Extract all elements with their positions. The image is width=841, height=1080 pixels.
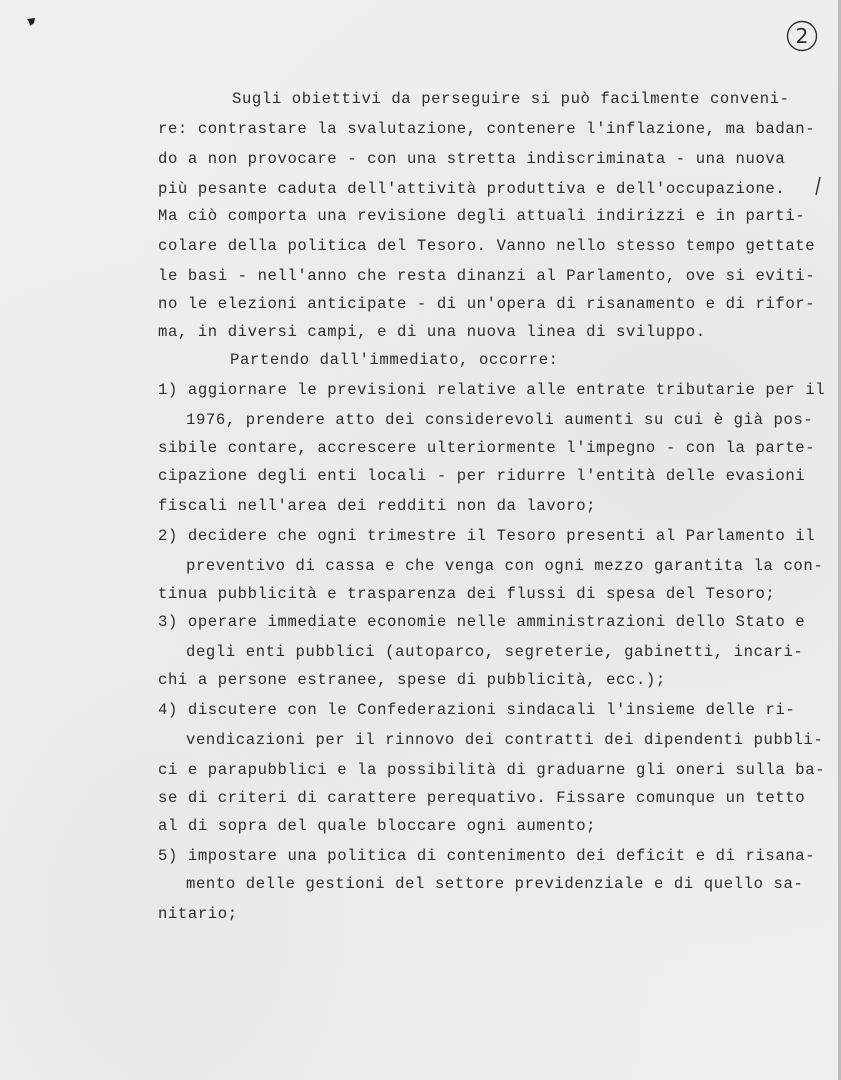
page-number-text: 2	[795, 24, 809, 48]
text-line: 1976, prendere atto dei considerevoli aumenti su cui è già pos-	[186, 411, 814, 429]
text-line: sibile contare, accrescere ulteriormente l'impegno - con la parte-	[158, 439, 816, 457]
text-line: 5) impostare una politica di contenimento dei deficit e di risana-	[158, 847, 816, 865]
text-line: Partendo dall'immediato, occorre:	[230, 351, 559, 369]
text-line: no le elezioni anticipate - di un'opera di risanamento e di rifor-	[158, 295, 816, 313]
text-line: Sugli obiettivi da perseguire si può facilmente conveni-	[232, 90, 790, 108]
text-line: ma, in diversi campi, e di una nuova linea di sviluppo.	[158, 323, 706, 341]
text-line: Ma ciò comporta una revisione degli attuali indirizzi e in parti-	[158, 207, 806, 225]
text-line: mento delle gestioni del settore previdenziale e di quello sa-	[186, 875, 804, 893]
text-line: tinua pubblicità e trasparenza dei flussi di spesa del Tesoro;	[158, 585, 776, 603]
text-line: 4) discutere con le Confederazioni sindacali l'insieme delle ri-	[158, 701, 796, 719]
text-line: degli enti pubblici (autoparco, segreterie, gabinetti, incari-	[186, 643, 804, 661]
text-line: nitario;	[158, 905, 238, 923]
text-line: ci e parapubblici e la possibilità di graduarne gli oneri sulla ba-	[158, 761, 826, 779]
text-line: cipazione degli enti locali - per ridurre l'entità delle evasioni	[158, 467, 806, 485]
text-line: preventivo di cassa e che venga con ogni mezzo garantita la con-	[186, 557, 824, 575]
page-number	[788, 22, 816, 50]
text-line: 3) operare immediate economie nelle amministrazioni dello Stato e	[158, 613, 806, 631]
text-line: se di criteri di carattere perequativo. Fissare comunque un tetto	[158, 789, 806, 807]
text-line: do a non provocare - con una stretta indiscriminata - una nuova	[158, 150, 786, 168]
text-line: più pesante caduta dell'attività produttiva e dell'occupazione.	[158, 180, 786, 198]
ink-mark-icon	[26, 16, 38, 28]
text-line: chi a persone estranee, spese di pubblicità, ecc.);	[158, 671, 666, 689]
text-line: colare della politica del Tesoro. Vanno nello stesso tempo gettate	[158, 237, 816, 255]
margin-slash-mark	[814, 176, 822, 196]
text-line: vendicazioni per il rinnovo dei contratti dei dipendenti pubbli-	[186, 731, 824, 749]
text-line: 1) aggiornare le previsioni relative alle entrate tributarie per il	[158, 381, 826, 399]
text-line: re: contrastare la svalutazione, contenere l'inflazione, ma badan-	[158, 120, 816, 138]
text-line: le basi - nell'anno che resta dinanzi al Parlamento, ove si eviti-	[158, 267, 816, 285]
text-line: fiscali nell'area dei redditi non da lavoro;	[158, 497, 597, 515]
text-line: 2) decidere che ogni trimestre il Tesoro presenti al Parlamento il	[158, 527, 816, 545]
text-line: al di sopra del quale bloccare ogni aumento;	[158, 817, 597, 835]
circle-icon	[786, 20, 818, 52]
